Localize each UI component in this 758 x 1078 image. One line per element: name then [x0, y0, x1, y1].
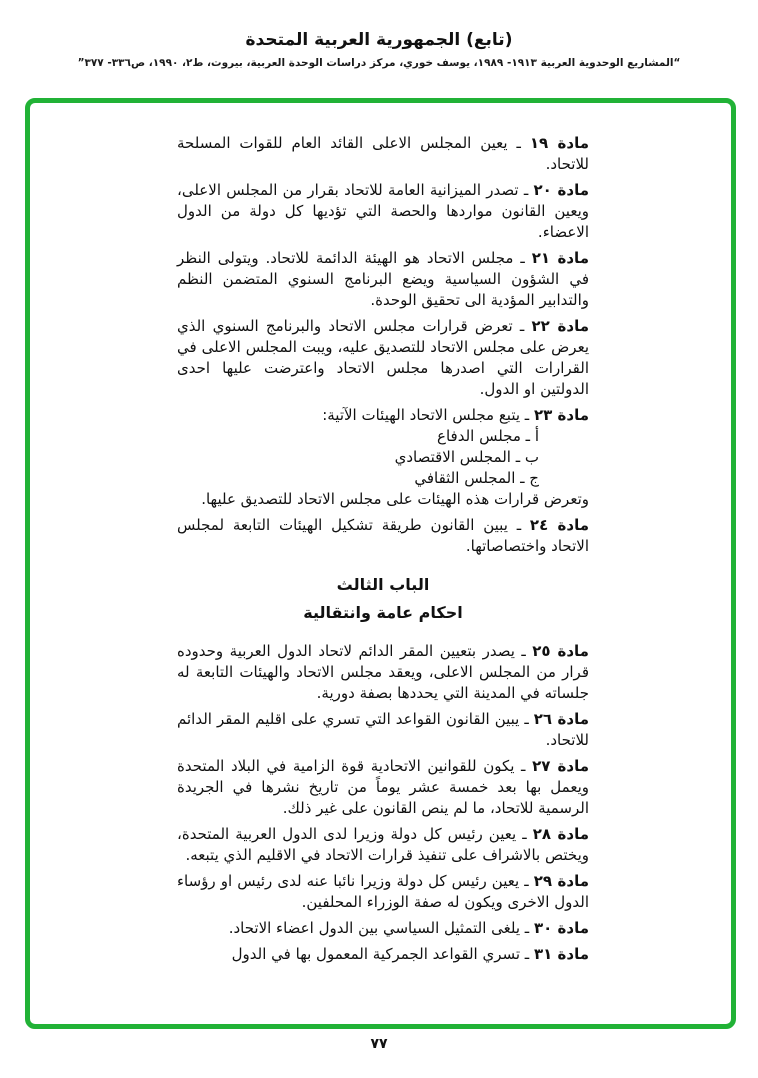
source-citation: “المشاريع الوحدوية العربية ١٩١٣- ١٩٨٩، يوسف خوري، مركز دراسات الوحدة العربية، بيروت، ط٢، ١٩٩٠، ص٣٣٦- ٣٧٧” — [77, 57, 681, 69]
green-frame — [25, 98, 736, 1029]
section-heading — [177, 571, 589, 627]
article-paragraph — [177, 918, 589, 939]
article-number: مادة ٢٢ — [531, 317, 589, 335]
article-number: مادة ٢٣ — [533, 406, 589, 424]
article-number: مادة ٢٨ — [532, 825, 589, 843]
article-number: مادة ٢٤ — [529, 516, 589, 534]
article-paragraph — [177, 515, 589, 557]
article-number: مادة ٢٠ — [533, 181, 589, 199]
article-text: ـ يعين رئيس كل دولة وزيرا نائبا عنه لدى رئيس او رؤساء الدول الاخرى ويكون له صفة الوزراء المحلفين. — [177, 872, 589, 911]
article-continuation: وتعرض قرارات هذه الهيئات على مجلس الاتحاد للتصديق عليها. — [201, 490, 589, 508]
article-paragraph — [177, 871, 589, 913]
article-number: مادة ١٩ — [529, 134, 589, 152]
article-paragraph — [177, 709, 589, 751]
article-number: مادة ٢٩ — [533, 872, 589, 890]
article-list-item: ج ـ المجلس الثقافي — [414, 469, 539, 487]
article-list-item: أ ـ مجلس الدفاع — [437, 427, 539, 445]
article-text: ـ يتبع مجلس الاتحاد الهيئات الآتية: — [322, 406, 530, 424]
page-title: (تابع) الجمهورية العربية المتحدة — [245, 30, 513, 50]
section-subtitle: احكام عامة وانتقالية — [303, 603, 463, 622]
article-paragraph — [177, 316, 589, 400]
article-paragraph — [177, 824, 589, 866]
article-text: ـ يلغى التمثيل السياسي بين الدول اعضاء الاتحاد. — [228, 919, 530, 937]
page-header — [0, 30, 758, 69]
article-text: ـ يعين رئيس كل دولة وزيرا لدى الدول العربية المتحدة، ويختص بالاشراف على تنفيذ قرارات الاتحاد في الاقليم الذي يتبعه. — [177, 825, 589, 864]
article-paragraph — [177, 944, 589, 965]
article-paragraph — [177, 405, 589, 426]
article-paragraph — [177, 133, 589, 175]
section-title: الباب الثالث — [336, 575, 430, 594]
article-paragraph — [177, 756, 589, 819]
article-number: مادة ٢٧ — [532, 757, 589, 775]
article-paragraph — [177, 248, 589, 311]
page-number: ٧٧ — [370, 1036, 388, 1052]
article-text: ـ يكون للقوانين الاتحادية قوة الزامية في البلاد المتحدة ويعمل بها بعد خمسة عشر يوماً من تاريخ نشرها في الجريدة الرسمية للاتحاد، ما لم ينص القانون على غير ذلك. — [177, 757, 589, 817]
article-text: ـ يصدر بتعيين المقر الدائم لاتحاد الدول العربية وحدوده قرار من المجلس الاعلى، ويعقد مجلس الاتحاد والهيئات التابعة له جلساته في المدينة التي يحددها بصفة دورية. — [177, 642, 589, 702]
article-text: ـ تسري القواعد الجمركية المعمول بها في الدول — [231, 945, 530, 963]
article-text: ـ يبين القانون القواعد التي تسري على اقليم المقر الدائم للاتحاد. — [177, 710, 589, 749]
article-text: ـ تعرض قرارات مجلس الاتحاد والبرنامج السنوي الذي يعرض على مجلس الاتحاد للتصديق عليه، ويبت المجلس الاعلى في القرارات التي اصدرها مجلس الاتحاد واعترضت عليها احدى الدولتين او الدول. — [177, 317, 589, 398]
article-text: ـ يعين المجلس الاعلى القائد العام للقوات المسلحة للاتحاد. — [177, 134, 589, 173]
article-paragraph — [177, 641, 589, 704]
article-number: مادة ٢١ — [531, 249, 589, 267]
text-column — [177, 133, 589, 965]
article-number: مادة ٣٠ — [533, 919, 589, 937]
article-number: مادة ٣١ — [533, 945, 589, 963]
article-number: مادة ٢٦ — [533, 710, 589, 728]
article-text: ـ تصدر الميزانية العامة للاتحاد بقرار من المجلس الاعلى، ويعين القانون مواردها والحصة التي تؤديها كل دولة من الدول الاعضاء. — [177, 181, 589, 241]
article-text: ـ يبين القانون طريقة تشكيل الهيئات التابعة لمجلس الاتحاد واختصاصاتها. — [177, 516, 589, 555]
article-text: ـ مجلس الاتحاد هو الهيئة الدائمة للاتحاد. ويتولى النظر في الشؤون السياسية ويضع البرنامج السنوي المتضمن النظم والتدابير المؤدية الى تحقيق الوحدة. — [177, 249, 589, 309]
article-paragraph — [177, 180, 589, 243]
article-number: مادة ٢٥ — [532, 642, 589, 660]
article-list-item: ب ـ المجلس الاقتصادي — [394, 448, 539, 466]
